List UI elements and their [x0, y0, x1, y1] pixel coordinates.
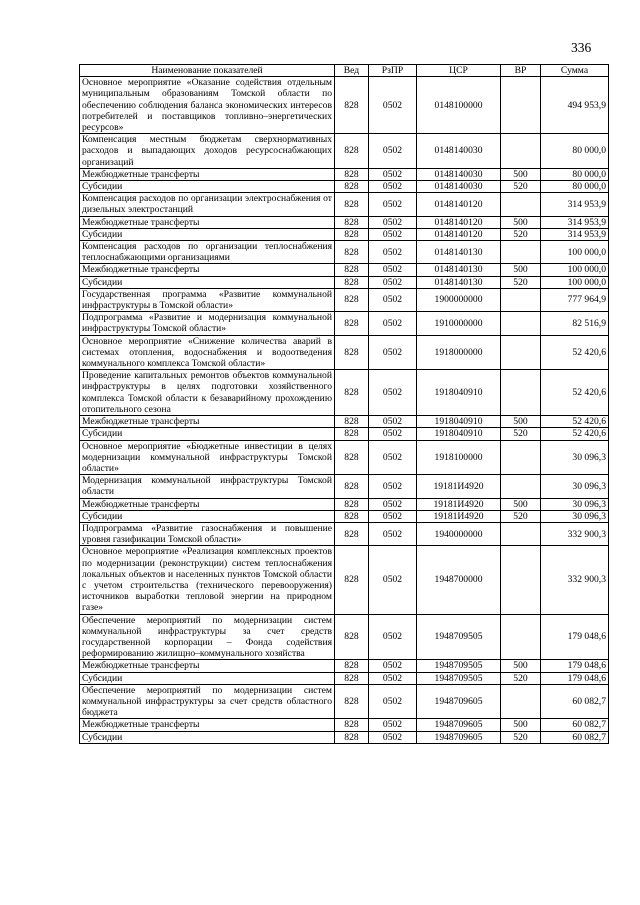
cell-sum: 30 096,3 [541, 475, 609, 498]
cell-ved: 828 [335, 370, 369, 416]
cell-vr: 500 [501, 168, 541, 180]
table-row [80, 77, 609, 134]
cell-vr [501, 370, 541, 416]
cell-rzpr: 0502 [369, 546, 417, 614]
cell-name: Основное мероприятие «Оказание содействия отдельным муниципальным образованиям Томской области по обеспечению соблюдения баланса экономических интересов потребителей и поставщиков топливно–энергетических ресурсов» [80, 77, 335, 134]
cell-vr [501, 241, 541, 264]
cell-name: Компенсация расходов по организации теплоснабжения теплоснабжающими организациями [80, 241, 335, 264]
cell-csr: 1910000000 [417, 312, 501, 335]
cell-name: Обеспечение мероприятий по модернизации систем коммунальной инфраструктуры за счет средств государственной корпорации – Фонда содействия реформированию жилищно–коммунального хозяйства [80, 614, 335, 660]
cell-name: Межбюджетные трансферты [80, 660, 335, 672]
cell-vr: 500 [501, 264, 541, 276]
cell-name: Государственная программа «Развитие коммунальной инфраструктуры в Томской области» [80, 288, 335, 311]
cell-vr: 520 [501, 276, 541, 288]
cell-csr: 19181И4920 [417, 475, 501, 498]
cell-name: Основное мероприятие «Бюджетные инвестиции в целях модернизации коммунальной инфраструктуры Томской области» [80, 440, 335, 475]
cell-name: Субсидии [80, 731, 335, 743]
cell-csr: 1948709505 [417, 660, 501, 672]
cell-vr: 520 [501, 672, 541, 684]
cell-ved: 828 [335, 134, 369, 169]
cell-ved: 828 [335, 546, 369, 614]
table-row [80, 370, 609, 416]
cell-csr: 0148140130 [417, 276, 501, 288]
cell-csr: 1948709605 [417, 731, 501, 743]
cell-csr: 1918040910 [417, 370, 501, 416]
table-row [80, 731, 609, 743]
cell-ved: 828 [335, 475, 369, 498]
table-row [80, 475, 609, 498]
cell-sum: 314 953,9 [541, 216, 609, 228]
table-row [80, 510, 609, 522]
cell-name: Межбюджетные трансферты [80, 416, 335, 428]
cell-csr: 1918000000 [417, 335, 501, 370]
cell-rzpr: 0502 [369, 416, 417, 428]
cell-sum: 100 000,0 [541, 264, 609, 276]
cell-sum: 332 900,3 [541, 522, 609, 545]
cell-ved: 828 [335, 77, 369, 134]
cell-rzpr: 0502 [369, 614, 417, 660]
cell-ved: 828 [335, 416, 369, 428]
cell-csr: 1900000000 [417, 288, 501, 311]
cell-ved: 828 [335, 241, 369, 264]
cell-vr: 500 [501, 719, 541, 731]
table-row [80, 498, 609, 510]
cell-vr [501, 614, 541, 660]
cell-rzpr: 0502 [369, 684, 417, 719]
cell-rzpr: 0502 [369, 498, 417, 510]
cell-rzpr: 0502 [369, 510, 417, 522]
cell-csr: 1940000000 [417, 522, 501, 545]
cell-csr: 0148140120 [417, 193, 501, 216]
table-row [80, 416, 609, 428]
table-row [80, 312, 609, 335]
cell-ved: 828 [335, 276, 369, 288]
cell-vr [501, 684, 541, 719]
table-row [80, 672, 609, 684]
cell-csr: 1918040910 [417, 428, 501, 440]
cell-csr: 1918100000 [417, 440, 501, 475]
cell-csr: 0148140030 [417, 181, 501, 193]
cell-vr: 500 [501, 416, 541, 428]
cell-csr: 1948700000 [417, 546, 501, 614]
table-row [80, 719, 609, 731]
cell-sum: 30 096,3 [541, 440, 609, 475]
cell-vr [501, 193, 541, 216]
header-ved: Вед [335, 65, 369, 77]
cell-csr: 1918040910 [417, 416, 501, 428]
cell-sum: 30 096,3 [541, 510, 609, 522]
cell-name: Субсидии [80, 428, 335, 440]
cell-sum: 52 420,6 [541, 416, 609, 428]
table-body [80, 77, 609, 744]
cell-rzpr: 0502 [369, 181, 417, 193]
cell-name: Подпрограмма «Развитие газоснабжения и повышение уровня газификации Томской области» [80, 522, 335, 545]
cell-vr: 520 [501, 181, 541, 193]
cell-sum: 179 048,6 [541, 614, 609, 660]
cell-name: Компенсация местным бюджетам сверхнормативных расходов и выпадающих доходов ресурсоснабжающих организаций [80, 134, 335, 169]
cell-ved: 828 [335, 288, 369, 311]
cell-ved: 828 [335, 264, 369, 276]
cell-name: Межбюджетные трансферты [80, 216, 335, 228]
cell-rzpr: 0502 [369, 193, 417, 216]
cell-name: Межбюджетные трансферты [80, 498, 335, 510]
cell-csr: 19181И4920 [417, 510, 501, 522]
cell-name: Основное мероприятие «Реализация комплексных проектов по модернизации (реконструкции) систем теплоснабжения локальных объектов и населенных пунктов Томской области с учетом строительства (технического перевооружения) источников выработки тепловой энергии на природном газе» [80, 546, 335, 614]
cell-csr: 1948709505 [417, 672, 501, 684]
cell-sum: 52 420,6 [541, 370, 609, 416]
cell-csr: 1948709505 [417, 614, 501, 660]
cell-rzpr: 0502 [369, 660, 417, 672]
cell-name: Субсидии [80, 510, 335, 522]
cell-ved: 828 [335, 731, 369, 743]
table-row [80, 276, 609, 288]
cell-ved: 828 [335, 228, 369, 240]
cell-ved: 828 [335, 719, 369, 731]
cell-rzpr: 0502 [369, 335, 417, 370]
cell-csr: 0148140120 [417, 228, 501, 240]
cell-rzpr: 0502 [369, 719, 417, 731]
cell-vr: 520 [501, 510, 541, 522]
cell-rzpr: 0502 [369, 428, 417, 440]
cell-ved: 828 [335, 684, 369, 719]
table-row [80, 181, 609, 193]
page-number: 336 [571, 40, 592, 55]
cell-sum: 80 000,0 [541, 168, 609, 180]
cell-ved: 828 [335, 510, 369, 522]
cell-rzpr: 0502 [369, 370, 417, 416]
table-row [80, 168, 609, 180]
cell-vr: 520 [501, 731, 541, 743]
table-row [80, 522, 609, 545]
cell-sum: 60 082,7 [541, 684, 609, 719]
cell-sum: 314 953,9 [541, 193, 609, 216]
cell-ved: 828 [335, 660, 369, 672]
cell-ved: 828 [335, 193, 369, 216]
cell-rzpr: 0502 [369, 440, 417, 475]
cell-name: Проведение капитальных ремонтов объектов коммунальной инфраструктуры в целях подготовки хозяйственного комплекса Томской области к безаварийному прохождению отопительного сезона [80, 370, 335, 416]
table-row [80, 193, 609, 216]
cell-csr: 0148140130 [417, 241, 501, 264]
header-vr: ВР [501, 65, 541, 77]
cell-ved: 828 [335, 672, 369, 684]
cell-sum: 30 096,3 [541, 498, 609, 510]
cell-rzpr: 0502 [369, 228, 417, 240]
cell-sum: 100 000,0 [541, 241, 609, 264]
cell-vr [501, 288, 541, 311]
table-row [80, 684, 609, 719]
cell-name: Межбюджетные трансферты [80, 719, 335, 731]
cell-sum: 494 953,9 [541, 77, 609, 134]
cell-vr [501, 440, 541, 475]
cell-vr [501, 335, 541, 370]
cell-name: Компенсация расходов по организации электроснабжения от дизельных электростанций [80, 193, 335, 216]
cell-name: Субсидии [80, 672, 335, 684]
budget-table [79, 64, 609, 744]
cell-rzpr: 0502 [369, 216, 417, 228]
cell-rzpr: 0502 [369, 288, 417, 311]
cell-ved: 828 [335, 522, 369, 545]
cell-csr: 0148140130 [417, 264, 501, 276]
cell-ved: 828 [335, 181, 369, 193]
cell-sum: 60 082,7 [541, 731, 609, 743]
cell-ved: 828 [335, 216, 369, 228]
table-row [80, 614, 609, 660]
cell-sum: 80 000,0 [541, 134, 609, 169]
cell-vr: 500 [501, 498, 541, 510]
cell-rzpr: 0502 [369, 168, 417, 180]
cell-vr: 520 [501, 428, 541, 440]
cell-rzpr: 0502 [369, 312, 417, 335]
table-row [80, 288, 609, 311]
cell-rzpr: 0502 [369, 475, 417, 498]
header-name: Наименование показателей [80, 65, 335, 77]
cell-vr [501, 134, 541, 169]
table-row [80, 241, 609, 264]
header-rzpr: РзПР [369, 65, 417, 77]
cell-rzpr: 0502 [369, 264, 417, 276]
header-csr: ЦСР [417, 65, 501, 77]
cell-ved: 828 [335, 440, 369, 475]
cell-name: Субсидии [80, 181, 335, 193]
table-row [80, 428, 609, 440]
cell-csr: 0148140120 [417, 216, 501, 228]
cell-vr [501, 522, 541, 545]
cell-rzpr: 0502 [369, 241, 417, 264]
cell-sum: 82 516,9 [541, 312, 609, 335]
table-row [80, 660, 609, 672]
cell-name: Модернизация коммунальной инфраструктуры Томской области [80, 475, 335, 498]
cell-rzpr: 0502 [369, 134, 417, 169]
table-row [80, 216, 609, 228]
cell-ved: 828 [335, 428, 369, 440]
cell-name: Субсидии [80, 228, 335, 240]
cell-csr: 0148140030 [417, 168, 501, 180]
cell-sum: 52 420,6 [541, 428, 609, 440]
cell-sum: 332 900,3 [541, 546, 609, 614]
table-row [80, 134, 609, 169]
cell-name: Межбюджетные трансферты [80, 264, 335, 276]
table-row [80, 546, 609, 614]
cell-sum: 100 000,0 [541, 276, 609, 288]
cell-ved: 828 [335, 498, 369, 510]
cell-name: Межбюджетные трансферты [80, 168, 335, 180]
cell-ved: 828 [335, 335, 369, 370]
cell-name: Основное мероприятие «Снижение количества аварий в системах отопления, водоснабжения и водоотведения коммунального комплекса Томской области» [80, 335, 335, 370]
cell-csr: 1948709605 [417, 719, 501, 731]
table-header-row [80, 65, 609, 77]
cell-rzpr: 0502 [369, 77, 417, 134]
cell-csr: 0148140030 [417, 134, 501, 169]
cell-vr [501, 77, 541, 134]
cell-vr: 500 [501, 660, 541, 672]
cell-vr [501, 546, 541, 614]
cell-vr [501, 312, 541, 335]
cell-sum: 314 953,9 [541, 228, 609, 240]
cell-rzpr: 0502 [369, 672, 417, 684]
cell-sum: 60 082,7 [541, 719, 609, 731]
table-row [80, 264, 609, 276]
cell-rzpr: 0502 [369, 276, 417, 288]
cell-name: Субсидии [80, 276, 335, 288]
cell-sum: 52 420,6 [541, 335, 609, 370]
cell-ved: 828 [335, 614, 369, 660]
cell-sum: 777 964,9 [541, 288, 609, 311]
cell-csr: 19181И4920 [417, 498, 501, 510]
cell-name: Подпрограмма «Развитие и модернизация коммунальной инфраструктуры Томской области» [80, 312, 335, 335]
cell-vr [501, 475, 541, 498]
cell-rzpr: 0502 [369, 522, 417, 545]
table-row [80, 228, 609, 240]
table-row [80, 335, 609, 370]
cell-ved: 828 [335, 312, 369, 335]
cell-sum: 80 000,0 [541, 181, 609, 193]
cell-rzpr: 0502 [369, 731, 417, 743]
cell-vr: 500 [501, 216, 541, 228]
cell-csr: 0148100000 [417, 77, 501, 134]
header-sum: Сумма [541, 65, 609, 77]
table-row [80, 440, 609, 475]
cell-vr: 520 [501, 228, 541, 240]
cell-sum: 179 048,6 [541, 660, 609, 672]
cell-name: Обеспечение мероприятий по модернизации систем коммунальной инфраструктуры за счет средств областного бюджета [80, 684, 335, 719]
cell-csr: 1948709605 [417, 684, 501, 719]
cell-sum: 179 048,6 [541, 672, 609, 684]
cell-ved: 828 [335, 168, 369, 180]
